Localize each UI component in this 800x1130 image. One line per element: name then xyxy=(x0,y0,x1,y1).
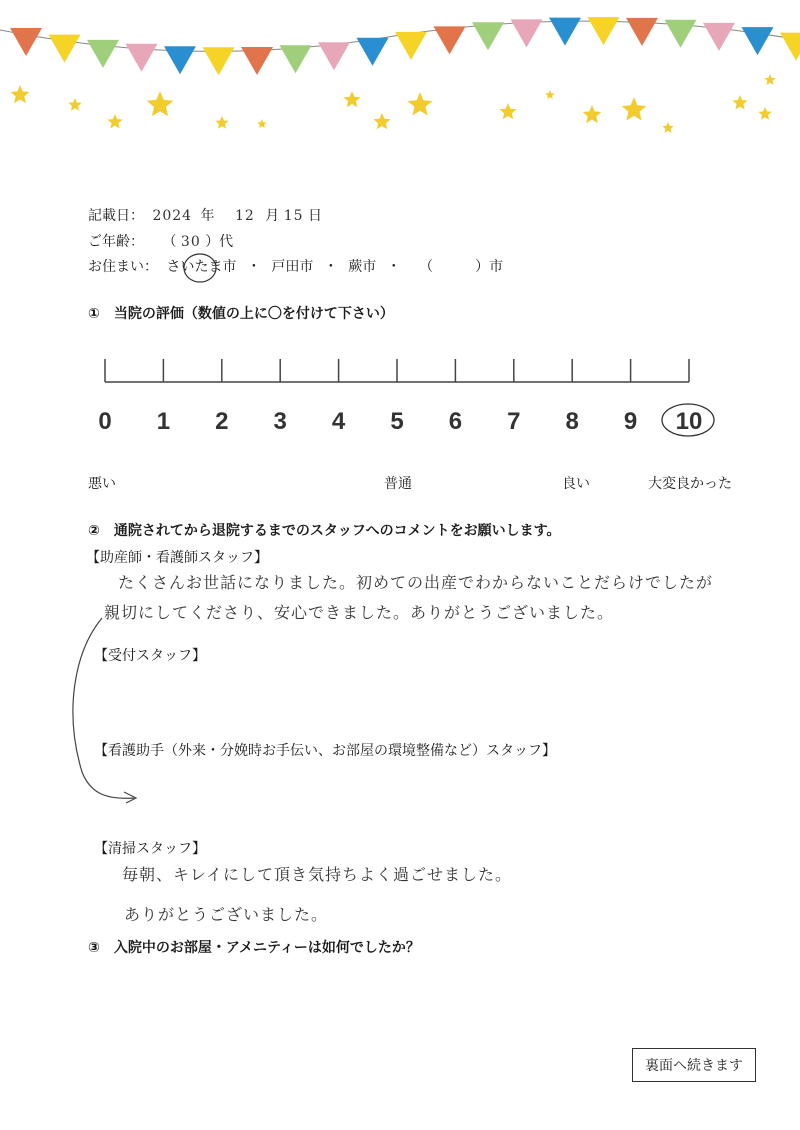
bunting-flag xyxy=(241,47,273,75)
star-icon xyxy=(758,107,771,120)
scale-label-4: 4 xyxy=(331,408,346,435)
residence-sep-3: ・ xyxy=(386,259,401,275)
star-icon xyxy=(622,97,647,121)
star-icon xyxy=(11,85,30,103)
reception-label: 【受付スタッフ】 xyxy=(94,648,206,664)
bunting-flag xyxy=(511,19,543,47)
selection-circle xyxy=(182,251,218,285)
scale-label-2: 2 xyxy=(215,408,229,435)
scale-label-9: 9 xyxy=(623,408,638,435)
star-icon xyxy=(662,122,673,133)
anchor-bad: 悪い xyxy=(88,476,116,492)
section1-title: ① 当院の評価（数値の上に〇を付けて下さい） xyxy=(88,306,394,322)
bunting-flag xyxy=(395,32,427,60)
midwife-label: 【助産師・看護師スタッフ】 xyxy=(86,550,268,566)
star-icon xyxy=(107,114,122,129)
age-row xyxy=(88,231,233,251)
bunting-flag xyxy=(203,47,235,75)
date-month-unit: 月 xyxy=(265,208,280,224)
bunting-flag xyxy=(665,20,697,48)
bunting-flag xyxy=(126,44,158,72)
date-day-unit: 日 xyxy=(308,208,323,224)
bunting-flag xyxy=(742,27,774,55)
bunting-flag xyxy=(49,35,81,63)
date-year-unit: 年 xyxy=(200,208,215,224)
age-value: 30 xyxy=(180,234,201,250)
residence-sep-1: ・ xyxy=(246,259,261,275)
date-day: 15 xyxy=(283,208,304,224)
residence-option-other: （ ）市 xyxy=(419,259,504,275)
date-label: 記載日： xyxy=(88,208,144,224)
star-icon xyxy=(215,116,228,129)
age-open: （ xyxy=(162,234,177,250)
residence-sep-2: ・ xyxy=(323,259,338,275)
bunting-decoration xyxy=(0,0,800,150)
star-icon xyxy=(147,91,174,116)
star-icon xyxy=(408,92,433,116)
residence-label: お住まい： xyxy=(88,259,158,275)
star-icon xyxy=(499,103,516,119)
date-row xyxy=(88,205,322,225)
star-icon xyxy=(373,113,390,129)
bunting-flag xyxy=(549,18,581,46)
star-icon xyxy=(257,119,267,128)
assistant-label: 【看護助手（外来・分娩時お手伝い、お部屋の環境整備など）スタッフ】 xyxy=(94,743,556,759)
scale-label-0: 0 xyxy=(98,408,112,435)
star-icon xyxy=(343,91,360,107)
anchor-normal: 普通 xyxy=(384,476,412,492)
bunting-flag xyxy=(318,42,350,70)
age-close: ）代 xyxy=(205,234,234,250)
star-icon xyxy=(583,105,602,123)
star-icon xyxy=(732,95,747,110)
date-month: 12 xyxy=(235,208,255,224)
star-icon xyxy=(764,74,775,85)
scale-label-5: 5 xyxy=(390,408,404,435)
star-icon xyxy=(68,98,81,111)
midwife-comment-line2: 親切にしてくださり、安心できました。ありがとうございました。 xyxy=(104,603,615,622)
section3-title: ③ 入院中のお部屋・アメニティーは如何でしたか？ xyxy=(88,940,420,956)
bunting-flag xyxy=(434,26,466,54)
midwife-comment-line1: たくさんお世話になりました。初めての出産でわからないことだらけでしたが xyxy=(118,573,714,592)
residence-option-warabi: 蕨市 xyxy=(348,259,377,275)
anchor-very-good: 大変良かった xyxy=(648,476,732,492)
scale-label-1: 1 xyxy=(156,408,171,435)
cleaning-comment-line2: ありがとうございました。 xyxy=(124,905,329,924)
cleaning-comment-line1: 毎朝、キレイにして頂き気持ちよく過ごせました。 xyxy=(122,865,513,884)
bunting-flag xyxy=(780,33,800,61)
star-icon xyxy=(545,90,555,99)
handwritten-arrow xyxy=(64,612,154,812)
bunting-flag xyxy=(588,17,620,45)
scale-label-6: 6 xyxy=(448,408,463,435)
anchor-good: 良い xyxy=(562,476,590,492)
bunting-flag xyxy=(357,38,389,66)
continue-on-back-note: 裏面へ続きます xyxy=(632,1048,756,1082)
section2-title: ② 通院されてから退院するまでのスタッフへのコメントをお願いします。 xyxy=(88,523,561,539)
cleaning-label: 【清掃スタッフ】 xyxy=(94,841,206,857)
bunting-flag xyxy=(472,22,504,50)
scale-label-3: 3 xyxy=(273,408,287,435)
bunting-flag xyxy=(280,45,312,73)
bunting-flag xyxy=(626,18,658,46)
date-year: 2024 xyxy=(152,208,193,224)
bunting-flag xyxy=(703,23,735,51)
bunting-flag xyxy=(164,46,196,74)
bunting-flag xyxy=(10,28,42,56)
scale-label-7: 7 xyxy=(507,408,521,435)
scale-label-8: 8 xyxy=(565,408,579,435)
residence-row xyxy=(88,256,503,276)
scale-label-10: 10 xyxy=(675,408,703,435)
bunting-flag xyxy=(87,40,119,68)
rating-scale-line xyxy=(95,355,705,395)
age-label: ご年齢： xyxy=(88,234,144,250)
residence-option-saitama: さいたま市 xyxy=(166,259,240,275)
rating-circle xyxy=(658,400,718,440)
residence-option-toda: 戸田市 xyxy=(271,259,314,275)
